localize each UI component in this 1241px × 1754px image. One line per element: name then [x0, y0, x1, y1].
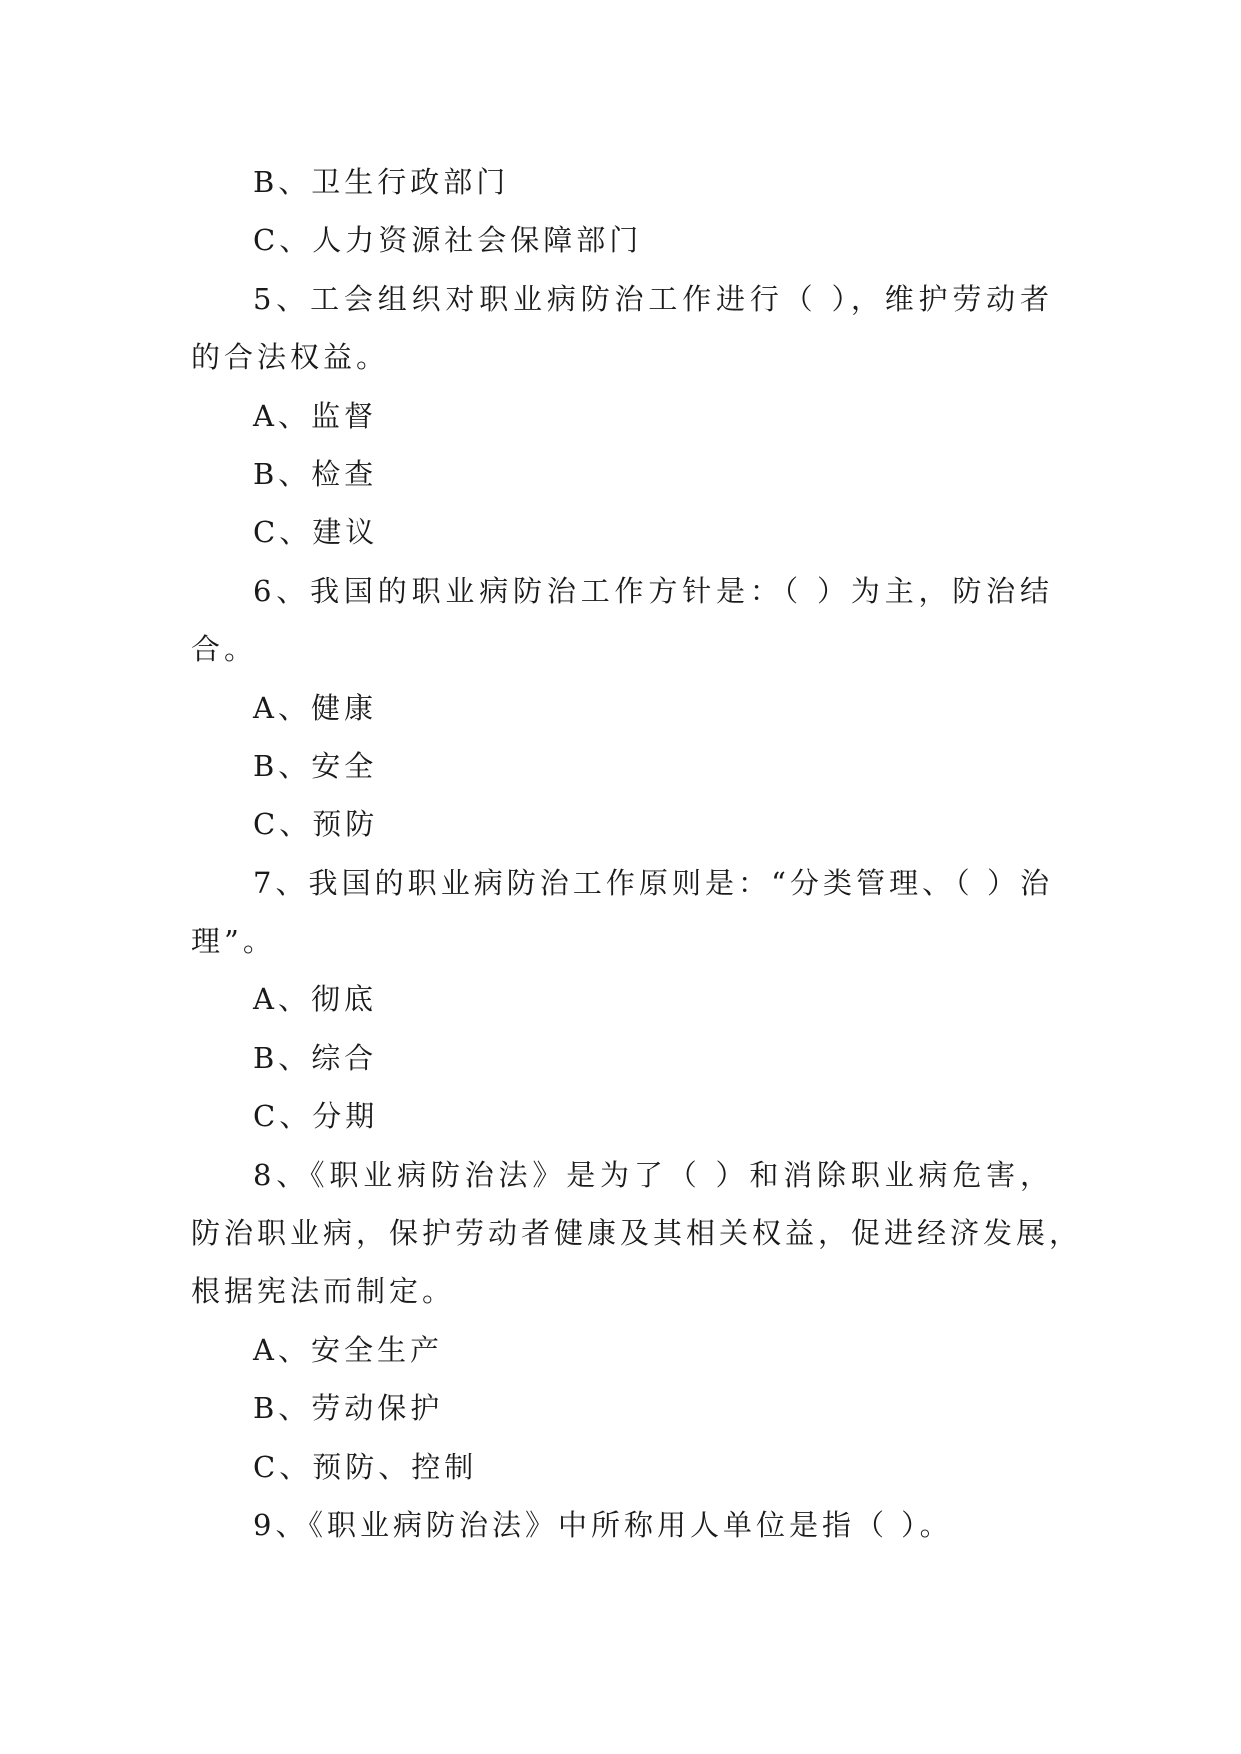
text-line: 防治职业病，保护劳动者健康及其相关权益，促进经济发展，: [191, 1216, 1083, 1251]
text-line: 合。: [191, 632, 258, 667]
text-line: 8、《职业病防治法》是为了（ ）和消除职业病危害，: [253, 1157, 1053, 1192]
text-line: C、建议: [253, 515, 379, 550]
text-line: B、检查: [253, 456, 378, 491]
text-line: A、监督: [253, 398, 377, 433]
text-line: 根据宪法而制定。: [191, 1274, 456, 1309]
text-line: C、人力资源社会保障部门: [253, 223, 643, 258]
text-line: B、综合: [253, 1040, 378, 1075]
text-line: 9、《职业病防治法》中所称用人单位是指（ ）。: [253, 1507, 953, 1542]
text-line: C、预防、控制: [253, 1449, 478, 1484]
text-line: A、健康: [253, 690, 377, 725]
text-line: B、卫生行政部门: [253, 165, 510, 199]
document-body: [191, 153, 1083, 1554]
text-line: C、预防: [253, 807, 379, 842]
text-line: C、分期: [253, 1099, 379, 1134]
text-line: A、安全生产: [253, 1332, 443, 1367]
text-line: 理”。: [191, 924, 276, 959]
text-line: B、安全: [253, 748, 378, 783]
text-line: 5、工会组织对职业病防治工作进行（ ），维护劳动者: [253, 281, 1053, 316]
text-line: A、彻底: [253, 982, 377, 1017]
text-line: 的合法权益。: [191, 340, 390, 375]
text-line: 7、我国的职业病防治工作原则是：“分类管理、（ ）治: [253, 865, 1053, 900]
text-line: 6、我国的职业病防治工作方针是：（ ）为主，防治结: [253, 573, 1053, 608]
text-line: B、劳动保护: [253, 1391, 444, 1426]
